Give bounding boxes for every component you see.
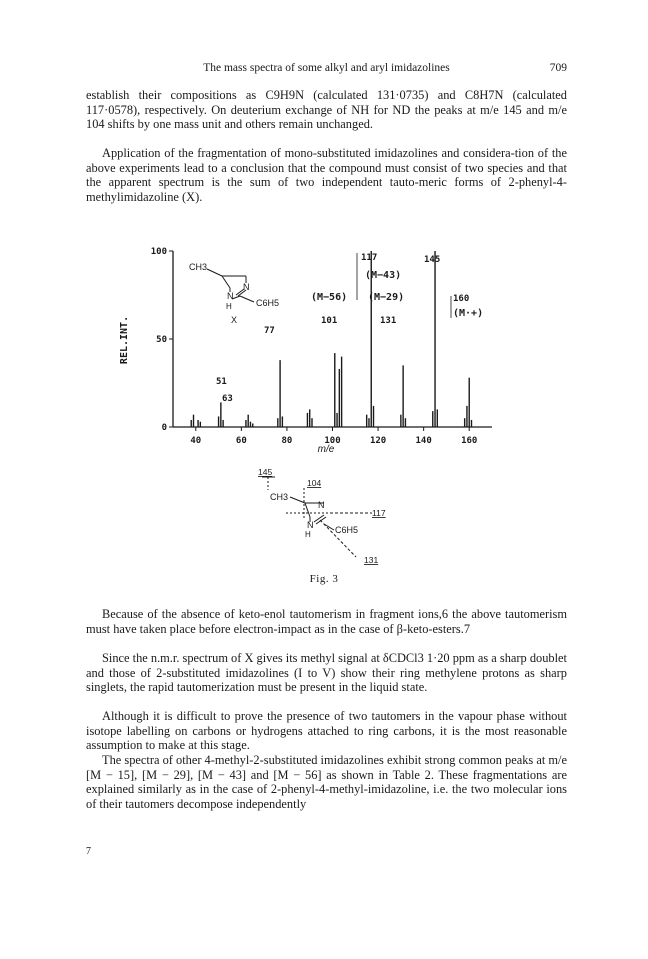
label-m-29: (M−29) <box>368 292 405 303</box>
x-tick-label-40: 40 <box>190 436 202 446</box>
label-peak-145: 145 <box>424 255 441 265</box>
label-peak-131: 131 <box>380 316 397 326</box>
scheme-frag-145: 145 <box>258 467 273 477</box>
y-tick-label-0: 0 <box>161 423 167 433</box>
scheme-frag-131: 131 <box>364 555 379 565</box>
paragraph-2: Application of the fragmentation of mono-substituted imidazolines and considera-tion of the above experiments lead to a conclusion that the compound must consist of two species and that the apparent spectrum is the sum of two independent tauto-meric forms of 2-phenyl-4-methylimidazoline (X). <box>86 146 567 204</box>
x-tick-label-60: 60 <box>235 436 247 446</box>
structure-h: H <box>226 302 232 311</box>
structure-n: N <box>243 282 250 292</box>
y-axis-label: REL.INT. <box>119 315 130 365</box>
paragraph-1: establish their compositions as C9H9N (calculated 131·0735) and C8H7N (calculated 117·0578), respectively. On deuterium exchange of NH for ND the peaks at m/e 145 and m/e 104 shifts by one mass unit and others remain unchanged. <box>86 88 567 132</box>
y-tick-label-50: 50 <box>156 335 167 345</box>
mass-spectrum-chart <box>119 247 492 455</box>
x-tick-label-160: 160 <box>461 436 478 446</box>
scheme-phenyl: C6H5 <box>335 525 359 535</box>
x-tick-label-120: 120 <box>369 436 387 446</box>
x-tick-label-100: 100 <box>324 436 341 446</box>
label-peak-160: 160 <box>453 294 470 304</box>
structure-label-x: X <box>231 315 238 325</box>
scheme-frag-117: 117 <box>372 508 386 518</box>
label-m-56: (M−56) <box>311 292 348 303</box>
structure-methyl: CH3 <box>189 262 208 272</box>
scheme-h: H <box>305 530 311 539</box>
scheme-nh: N <box>307 520 314 530</box>
paragraph-4: Since the n.m.r. spectrum of X gives its methyl signal at δCDCl3 1·20 ppm as a sharp doublet and those of 2-substituted imidazolines (I to V) show their ring methylene protons as sharp singlets, the rapid tautomerization must be present in the liquid state. <box>86 651 567 695</box>
x-tick-label-140: 140 <box>415 436 432 446</box>
label-molecular-ion: (M·+) <box>453 308 484 319</box>
structure-nh: N <box>227 291 234 301</box>
fragmentation-scheme <box>262 477 372 557</box>
label-peak-51: 51 <box>216 377 227 387</box>
paragraph-3: Because of the absence of keto-enol tautomerism in fragment ions,6 the above tautomerism must have taken place before electron-impact as in the case of β-keto-esters.7 <box>86 607 567 636</box>
label-peak-101: 101 <box>321 316 338 326</box>
x-tick-label-80: 80 <box>281 436 293 446</box>
page-number: 709 <box>549 62 567 74</box>
scheme-frag-104: 104 <box>307 478 322 488</box>
x-axis-label: m/e <box>317 444 335 455</box>
scheme-n: N <box>318 500 325 510</box>
running-title: The mass spectra of some alkyl and aryl imidazolines <box>203 62 450 74</box>
structure-phenyl: C6H5 <box>256 298 280 308</box>
scheme-methyl: CH3 <box>270 492 289 502</box>
y-tick-label-100: 100 <box>150 247 167 257</box>
page-footer-mark: 7 <box>86 846 91 857</box>
label-peak-77: 77 <box>264 326 275 336</box>
label-m-43: (M−43) <box>365 270 402 281</box>
paragraph-5: Although it is difficult to prove the presence of two tautomers in the vapour phase without isotope labelling on carbons or hydrogens attached to ring carbons, it is the most reasonable assumption to make at this stage. <box>86 709 567 753</box>
figure-caption: Fig. 3 <box>309 573 339 585</box>
label-peak-63: 63 <box>222 394 233 404</box>
label-peak-117: 117 <box>361 253 378 263</box>
paragraph-6: The spectra of other 4-methyl-2-substituted imidazolines exhibit strong common peaks at m/e [M − 15], [M − 29], [M − 43] and [M − 56] as shown in Table 2. These fragmentations are explained similarly as in the case of 2-phenyl-4-methyl-imidazoline, i.e. the two molecular ions of their tautomers decompose independently <box>86 753 567 811</box>
